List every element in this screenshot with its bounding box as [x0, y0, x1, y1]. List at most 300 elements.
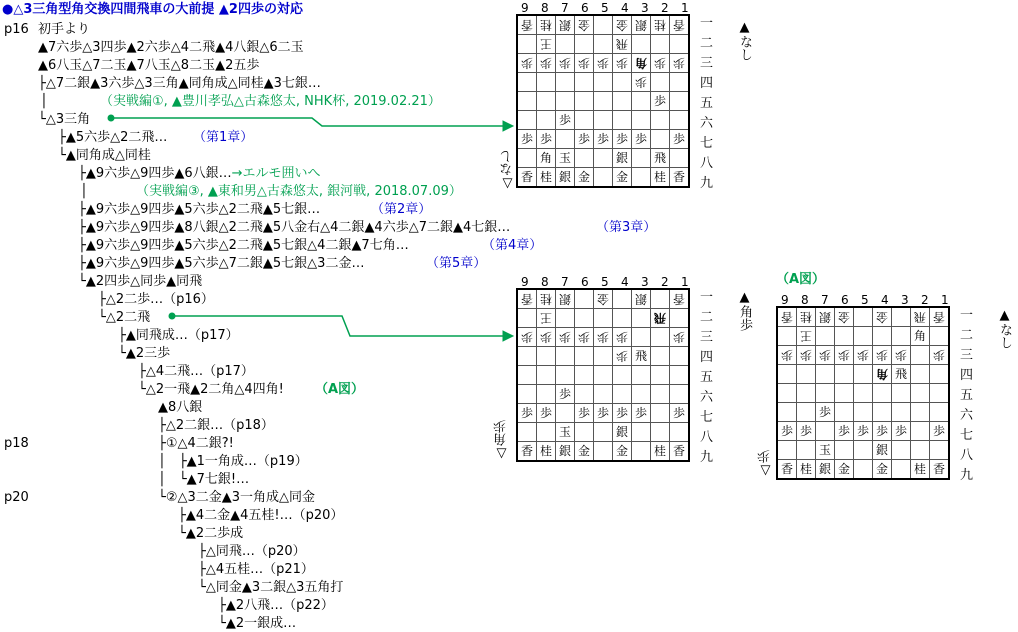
arrow-to-board2	[169, 313, 513, 341]
board-square	[777, 460, 797, 480]
col-number: 2	[661, 1, 669, 15]
shogi-piece: 香	[520, 170, 533, 184]
row-number: 六	[700, 390, 714, 405]
board-square	[613, 130, 632, 149]
board-square	[873, 307, 892, 327]
shogi-piece: 銀	[634, 18, 647, 32]
col-number: 5	[601, 1, 609, 15]
board-square	[797, 346, 816, 365]
tree-line-l32: └△同金▲3二銀△3五角打	[198, 580, 344, 595]
board-square	[911, 460, 930, 480]
shogi-piece: 香	[672, 444, 685, 458]
shogi-piece: 歩	[539, 56, 552, 70]
shogi-board-2	[516, 288, 690, 462]
col-number: 8	[801, 293, 809, 307]
board-square	[632, 92, 651, 111]
shogi-piece: 歩	[615, 56, 628, 70]
board-square	[632, 54, 651, 73]
shogi-piece: 金	[577, 170, 590, 184]
shogi-piece: 銀	[558, 444, 571, 458]
tree-line-l21b: （A図）	[315, 382, 365, 397]
board-square	[835, 403, 854, 422]
row-number: 七	[700, 136, 714, 151]
col-number: 3	[641, 275, 649, 289]
tree-line-l7: ├▲5六歩△2二飛…	[58, 130, 168, 145]
tree-line-l25: │ ├▲1一角成…（p19）	[158, 454, 308, 469]
board-square	[537, 309, 556, 328]
board-square	[892, 307, 911, 327]
col-number: 1	[681, 1, 689, 15]
tree-line-l7b: （第1章）	[193, 130, 254, 145]
board-square	[537, 328, 556, 347]
board-square	[594, 168, 613, 188]
shogi-piece: 歩	[596, 330, 609, 344]
board-square	[594, 366, 613, 385]
board-square	[556, 309, 575, 328]
board-square	[651, 423, 670, 442]
board-square	[594, 35, 613, 54]
board-square	[575, 289, 594, 309]
board-square	[556, 347, 575, 366]
shogi-piece: 玉	[558, 151, 571, 165]
board-square	[517, 92, 537, 111]
shogi-piece: 桂	[539, 170, 552, 184]
board-square	[651, 366, 670, 385]
shogi-piece: 桂	[539, 292, 552, 306]
board-square	[594, 54, 613, 73]
board-square	[777, 327, 797, 346]
tree-line-l31: ├△4五桂…（p21）	[198, 562, 314, 577]
board-square	[556, 54, 575, 73]
shogi-piece: 桂	[799, 310, 812, 324]
board-square	[670, 149, 690, 168]
board-square	[613, 309, 632, 328]
board-square	[854, 441, 873, 460]
board-square	[930, 346, 950, 365]
board-square	[670, 328, 690, 347]
shogi-piece: 歩	[577, 132, 590, 146]
shogi-piece: 歩	[520, 132, 533, 146]
board-square	[517, 385, 537, 404]
shogi-piece: 歩	[520, 56, 533, 70]
board-square	[930, 422, 950, 441]
board-square	[613, 15, 632, 35]
tree-line-l34: └▲2一銀成…	[218, 616, 297, 631]
board-square	[816, 307, 835, 327]
shogi-piece: 歩	[558, 113, 571, 127]
board-square	[556, 130, 575, 149]
row-number: 九	[700, 176, 714, 191]
shogi-piece: 歩	[634, 406, 647, 420]
shogi-piece: 金	[875, 310, 888, 324]
shogi-piece: 歩	[875, 424, 888, 438]
board-square	[670, 130, 690, 149]
shogi-piece: 桂	[913, 462, 926, 476]
board-square	[797, 460, 816, 480]
shogi-piece: 歩	[818, 348, 831, 362]
row-number: 六	[960, 408, 974, 423]
col-number: 9	[781, 293, 789, 307]
board-square	[594, 289, 613, 309]
board-square	[873, 460, 892, 480]
board-square	[556, 111, 575, 130]
board-square	[613, 92, 632, 111]
board-square	[873, 403, 892, 422]
tree-line-l11b: （第2章）	[371, 202, 432, 217]
tree-line-l3: ▲6八玉△7二玉▲7八玉△8二玉▲2五歩	[38, 58, 260, 73]
board-square	[632, 309, 651, 328]
board-square	[575, 130, 594, 149]
row-number: 四	[700, 350, 714, 365]
shogi-piece: 香	[520, 18, 533, 32]
board-square	[892, 441, 911, 460]
board-square	[651, 404, 670, 423]
shogi-piece: 飛	[615, 37, 628, 51]
board-square	[854, 365, 873, 384]
tree-line-l8: └▲同角成△同桂	[58, 148, 151, 163]
col-number: 2	[921, 293, 929, 307]
board-square	[537, 130, 556, 149]
tree-line-l11: ├▲9六歩△9四歩▲5六歩△2二飛▲5七銀…	[78, 202, 321, 217]
board-square	[816, 422, 835, 441]
tree-line-l5: （実戦編①, ▲豊川孝弘△古森悠太, NHK杯, 2019.02.21）	[100, 94, 441, 109]
board-square	[632, 149, 651, 168]
col-number: 6	[841, 293, 849, 307]
shogi-piece: 角	[875, 367, 888, 381]
col-number: 5	[601, 275, 609, 289]
board-square	[517, 149, 537, 168]
board-square	[911, 327, 930, 346]
shogi-piece: 香	[932, 310, 945, 324]
shogi-piece: 銀	[558, 18, 571, 32]
tree-line-l33: ├▲2八飛…（p22）	[218, 598, 334, 613]
shogi-piece: 金	[577, 18, 590, 32]
tree-line-l14b: （第5章）	[426, 256, 487, 271]
shogi-piece: 歩	[539, 132, 552, 146]
board-square	[797, 441, 816, 460]
board-square	[594, 111, 613, 130]
row-number: 八	[700, 156, 714, 171]
shogi-piece: 飛	[634, 349, 647, 363]
board-square	[651, 130, 670, 149]
shogi-piece: 金	[615, 444, 628, 458]
tree-line-l15: └▲2四歩△同歩▲同飛	[78, 274, 203, 289]
board-square	[816, 384, 835, 403]
shogi-piece: 歩	[596, 56, 609, 70]
shogi-piece: 銀	[615, 425, 628, 439]
board-square	[777, 441, 797, 460]
board-square	[537, 149, 556, 168]
board-square	[911, 346, 930, 365]
board-square	[911, 365, 930, 384]
board-square	[575, 73, 594, 92]
shogi-piece: 香	[780, 462, 793, 476]
tree-line-l14: ├▲9六歩△9四歩▲5六歩△7二銀▲5七銀△3二金…	[78, 256, 365, 271]
tree-line-l27: └②△3二金▲3一角成△同金	[158, 490, 316, 505]
board-square	[854, 307, 873, 327]
shogi-piece: 王	[539, 37, 552, 51]
board-square	[517, 309, 537, 328]
board-square	[670, 366, 690, 385]
board-square	[835, 422, 854, 441]
board-square	[835, 307, 854, 327]
shogi-board-1	[516, 14, 690, 188]
board-square	[930, 403, 950, 422]
tree-line-l24: ├①△4二銀?!	[158, 436, 234, 451]
shogi-piece: 歩	[577, 56, 590, 70]
shogi-piece: 歩	[653, 56, 666, 70]
shogi-piece: 飛	[894, 367, 907, 381]
board-square	[517, 328, 537, 347]
shogi-piece: 王	[539, 311, 552, 325]
board-square	[594, 15, 613, 35]
shogi-piece: 桂	[653, 170, 666, 184]
board-square	[594, 404, 613, 423]
shogi-piece: 歩	[856, 348, 869, 362]
tree-line-l1: 初手より	[38, 22, 91, 37]
board-square	[670, 385, 690, 404]
shogi-piece: 角	[913, 329, 926, 343]
board-square	[556, 168, 575, 188]
board-square	[816, 365, 835, 384]
shogi-piece: 角	[634, 56, 647, 70]
board-square	[517, 423, 537, 442]
board-square	[651, 289, 670, 309]
board-square	[816, 460, 835, 480]
row-number: 三	[700, 56, 714, 71]
board-square	[651, 328, 670, 347]
board-square	[854, 403, 873, 422]
shogi-piece: 歩	[894, 348, 907, 362]
shogi-piece: 歩	[558, 387, 571, 401]
col-number: 4	[881, 293, 889, 307]
tree-line-l17: └△2二飛	[98, 310, 151, 325]
shogi-piece: 歩	[818, 405, 831, 419]
shogi-piece: 歩	[596, 406, 609, 420]
tree-line-l12: ├▲9六歩△9四歩▲8八銀△2二飛▲5八金右△4二銀▲4六歩△7二銀▲4七銀…	[78, 220, 511, 235]
board-square	[777, 384, 797, 403]
board-square	[556, 149, 575, 168]
board-square	[873, 384, 892, 403]
board-square	[911, 422, 930, 441]
board-square	[517, 404, 537, 423]
board-square	[575, 168, 594, 188]
tree-line-l29: └▲2二歩成	[178, 526, 244, 541]
board-square	[575, 92, 594, 111]
shogi-piece: 金	[837, 462, 850, 476]
board-square	[594, 130, 613, 149]
shogi-piece: 銀	[818, 462, 831, 476]
page-title: ●△3三角型角交換四間飛車の大前提 ▲2四歩の対応	[2, 2, 303, 17]
col-number: 6	[581, 1, 589, 15]
board-square	[651, 442, 670, 462]
shogi-piece: 歩	[615, 132, 628, 146]
board-square	[632, 130, 651, 149]
shogi-piece: 香	[672, 170, 685, 184]
row-number: 九	[960, 468, 974, 483]
shogi-piece: 銀	[818, 310, 831, 324]
col-number: 6	[581, 275, 589, 289]
tree-line-l30: ├△同飛…（p20）	[198, 544, 306, 559]
board-square	[556, 328, 575, 347]
shogi-piece: 香	[520, 444, 533, 458]
shogi-piece: 歩	[615, 349, 628, 363]
shogi-piece: 歩	[520, 330, 533, 344]
board-square	[517, 289, 537, 309]
shogi-piece: 飛	[913, 310, 926, 324]
board-square	[816, 403, 835, 422]
shogi-piece: 歩	[672, 56, 685, 70]
board-square	[537, 168, 556, 188]
shogi-piece: 歩	[799, 348, 812, 362]
col-number: 4	[621, 1, 629, 15]
board-square	[537, 442, 556, 462]
tree-line-l5a: │	[40, 94, 48, 109]
shogi-piece: 歩	[875, 348, 888, 362]
board-square	[797, 384, 816, 403]
board-square	[575, 15, 594, 35]
shogi-piece: 王	[799, 329, 812, 343]
gote-hand: △なし	[500, 150, 515, 191]
tree-line-l13b: （第4章）	[482, 238, 543, 253]
board-square	[537, 404, 556, 423]
board-square	[930, 307, 950, 327]
board-square	[651, 111, 670, 130]
board-square	[537, 35, 556, 54]
board-square	[632, 35, 651, 54]
board-square	[816, 441, 835, 460]
shogi-piece: 歩	[932, 424, 945, 438]
board-square	[556, 423, 575, 442]
board-square	[613, 385, 632, 404]
board-square	[670, 111, 690, 130]
board-square	[517, 15, 537, 35]
board-square	[892, 403, 911, 422]
board-square	[854, 422, 873, 441]
board-square	[556, 92, 575, 111]
shogi-piece: 角	[539, 151, 552, 165]
board-square	[835, 384, 854, 403]
board-square	[517, 366, 537, 385]
board-square	[575, 442, 594, 462]
board-square	[670, 442, 690, 462]
board-label: （A図）	[776, 272, 826, 287]
board-square	[613, 404, 632, 423]
board-square	[517, 347, 537, 366]
row-number: 六	[700, 116, 714, 131]
board-square	[613, 149, 632, 168]
board-square	[854, 346, 873, 365]
board-square	[777, 307, 797, 327]
board-square	[594, 385, 613, 404]
board-square	[575, 111, 594, 130]
shogi-piece: 香	[520, 292, 533, 306]
board-square	[556, 385, 575, 404]
shogi-piece: 銀	[875, 443, 888, 457]
board-square	[537, 92, 556, 111]
shogi-piece: 桂	[539, 444, 552, 458]
board-square	[930, 384, 950, 403]
tree-line-l4: ├△7二銀▲3六歩△3三角▲同角成△同桂▲3七銀…	[38, 76, 321, 91]
board-square	[651, 15, 670, 35]
board-square	[613, 168, 632, 188]
board-square	[873, 422, 892, 441]
board-square	[670, 168, 690, 188]
board-square	[517, 111, 537, 130]
tree-line-l22: ▲8八銀	[158, 400, 203, 415]
col-number: 7	[821, 293, 829, 307]
board-square	[777, 365, 797, 384]
row-number: 五	[960, 388, 974, 403]
board-square	[892, 327, 911, 346]
board-square	[575, 35, 594, 54]
tree-line-l13: ├▲9六歩△9四歩▲5六歩△2二飛▲5七銀△4二銀▲7七角…	[78, 238, 409, 253]
board-square	[575, 385, 594, 404]
row-number: 一	[960, 308, 974, 323]
board-square	[892, 384, 911, 403]
board-square	[632, 423, 651, 442]
board-square	[873, 441, 892, 460]
row-number: 一	[700, 290, 714, 305]
board-square	[632, 442, 651, 462]
board-square	[670, 309, 690, 328]
board-square	[797, 307, 816, 327]
board-square	[632, 366, 651, 385]
board-square	[575, 149, 594, 168]
board-square	[537, 423, 556, 442]
shogi-piece: 金	[837, 310, 850, 324]
board-square	[835, 365, 854, 384]
tree-line-l10a: │	[80, 184, 88, 199]
board-square	[537, 289, 556, 309]
board-square	[632, 289, 651, 309]
board-square	[537, 15, 556, 35]
board-square	[575, 366, 594, 385]
board-square	[835, 327, 854, 346]
board-square	[632, 328, 651, 347]
shogi-piece: 歩	[799, 424, 812, 438]
row-number: 二	[960, 328, 974, 343]
board-square	[797, 422, 816, 441]
board-square	[613, 35, 632, 54]
tree-line-l26: │ └▲7七銀!…	[158, 472, 250, 487]
shogi-piece: 香	[672, 18, 685, 32]
page-label-p16: p16	[4, 22, 29, 37]
board-square	[930, 441, 950, 460]
shogi-piece: 歩	[837, 348, 850, 362]
shogi-piece: 歩	[558, 56, 571, 70]
col-number: 8	[541, 275, 549, 289]
board-square	[930, 365, 950, 384]
board-square	[930, 327, 950, 346]
shogi-piece: 歩	[558, 330, 571, 344]
board-square	[892, 346, 911, 365]
shogi-piece: 金	[577, 444, 590, 458]
board-square	[797, 365, 816, 384]
row-number: 七	[700, 410, 714, 425]
shogi-piece: 歩	[780, 424, 793, 438]
board-square	[517, 73, 537, 92]
shogi-piece: 歩	[672, 330, 685, 344]
board-square	[613, 442, 632, 462]
board-square	[613, 289, 632, 309]
board-square	[670, 73, 690, 92]
board-square	[556, 404, 575, 423]
board-square	[556, 366, 575, 385]
board-square	[854, 460, 873, 480]
board-square	[556, 73, 575, 92]
shogi-piece: 歩	[837, 424, 850, 438]
